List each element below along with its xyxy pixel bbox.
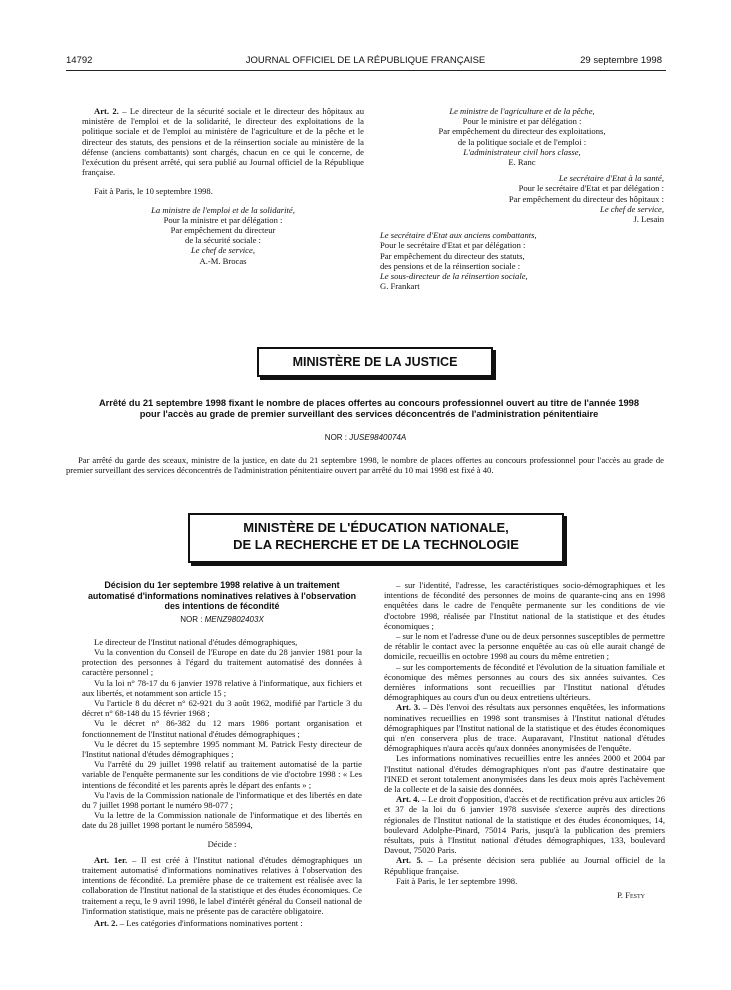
art5-paragraph bbox=[384, 855, 665, 875]
right-signature-line: E. Ranc bbox=[508, 157, 536, 168]
left-signature-line: Par empêchement du directeur bbox=[170, 225, 276, 236]
art3-label: Art. 3. bbox=[396, 702, 421, 713]
art5-label: Art. 5. bbox=[396, 855, 423, 866]
left-signature-line: Le chef de service, bbox=[191, 245, 255, 256]
art4-text: – Le droit d'opposition, d'accès et de rectification prévu aux articles 26 et 37 de la loi du 6 janvier 1978 susvisée s'exerce auprès des directions régionales de l'Institut national de la statistique et des études économiques, 14, boulevard Adolphe-Pinard, 75014 Paris, jusqu'à la publication des premiers résultats, puis à l'Institut national d'études démographiques, 133, boulevard Davout, 75020 Paris. bbox=[384, 794, 666, 856]
header-rule bbox=[66, 70, 666, 71]
visa-paragraph: Le directeur de l'Institut national d'études démographiques, bbox=[94, 636, 298, 647]
art2-categories-text: – Les catégories d'informations nominatives portent : bbox=[117, 917, 303, 928]
art2-text: – Le directeur de la sécurité sociale et le directeur des hôpitaux au ministère de l'emploi et de la solidarité, le directeur des exploitations de la politique sociale et de l'emploi au ministère de l'agriculture et de la pêche et le directeur des statuts, des pensions et de la réinsertion sociale au ministère de la défense (anciens combattants) sont chargés, chacun en ce qui le concerne, de l'exécution du présent arrêté, qui sera publié au Journal officiel de la République française. bbox=[82, 106, 364, 178]
right-signature-line: Pour le secrétaire d'Etat et par délégation : bbox=[518, 183, 664, 194]
page-number: 14792 bbox=[66, 55, 93, 66]
education-right-column bbox=[384, 580, 665, 900]
visa-paragraph: Vu l'arrêté du 29 juillet 1998 relatif au traitement automatisé de la partie variable de l'enquête permanente sur les conditions de vie d'octobre 1998 : « Les intentions de fécondité et les parents après le départ des enfants » ; bbox=[82, 759, 362, 790]
left-signature-line: La ministre de l'emploi et de la solidarité, bbox=[151, 204, 295, 215]
art1-label: Art. 1er. bbox=[94, 854, 128, 865]
education-left-column bbox=[82, 580, 362, 928]
art1-text: – Il est créé à l'Institut national d'études démographiques un traitement automatisé d'informations nominatives relatives à l'observation des intentions de fécondité. La première phase de ce traitement est réalisée avec la collaboration de l'Institut national de la statistique et des études économiques. Ce traitement a reçu, le 9 avril 1998, le label d'intérêt général du Conseil national de l'information statistique, mais ne présente pas de caractère obligatoire. bbox=[82, 854, 363, 916]
art2-categories-label: Art. 2. bbox=[94, 917, 118, 928]
right-signature-line: G. Frankart bbox=[380, 281, 420, 292]
visa-paragraph: Vu le décret du 15 septembre 1995 nommant M. Patrick Festy directeur de l'Institut national d'études démographiques ; bbox=[82, 738, 362, 759]
journal-title: JOURNAL OFFICIEL DE LA RÉPUBLIQUE FRANÇAISE bbox=[245, 55, 486, 66]
justice-nor: NOR : JUSE9840074A bbox=[324, 433, 407, 442]
right-signature-line: Pour le secrétaire d'Etat et par délégation : bbox=[380, 240, 526, 251]
education-signature: P. Festy bbox=[617, 890, 645, 901]
right-signature-line: Le secrétaire d'Etat aux anciens combattants, bbox=[380, 230, 537, 241]
justice-arrete-title: Arrêté du 21 septembre 1998 fixant le nombre de places offertes au concours professionnel ouvert au titre de l'année 1998 pour l'accès au grade de premier surveillant des services déconcentrés de l'administration pénitentiaire bbox=[98, 398, 640, 419]
left-signature-line: Pour la ministre et par délégation : bbox=[163, 214, 283, 225]
ministry-education-line1: MINISTÈRE DE L'ÉDUCATION NATIONALE, bbox=[243, 520, 509, 535]
done-at: Fait à Paris, le 10 septembre 1998. bbox=[94, 186, 213, 197]
top-right-column bbox=[380, 106, 664, 291]
right-signature-line: Par empêchement du directeur des statuts, bbox=[380, 250, 525, 261]
education-nor: NOR : MENZ9802403X bbox=[180, 614, 264, 624]
right-signature-line: L'administrateur civil hors classe, bbox=[463, 146, 581, 157]
category-bullet: – sur les comportements de fécondité et l'évolution de la situation familiale et économique des mêmes personnes au cours des six années suivantes. Ces dernières informations sont recueillies par l'Institut national d'études démographiques au cours d'un ou deux entretiens ultérieurs. bbox=[384, 661, 665, 703]
category-bullet: – sur le nom et l'adresse d'une ou de deux personnes susceptibles de permettre de rétablir le contact avec la personne enquêtée au cas où elle aurait changé de domicile, recueillis en octobre 1998 au cours du même entretien ; bbox=[384, 631, 665, 662]
right-signature-block bbox=[380, 106, 664, 291]
right-signature-line: Le sous-directeur de la réinsertion sociale, bbox=[380, 271, 528, 282]
right-signature-line: J. Lesain bbox=[633, 214, 664, 225]
education-done-at: Fait à Paris, le 1er septembre 1998. bbox=[396, 875, 518, 886]
left-signature-line: A.-M. Brocas bbox=[199, 255, 247, 266]
right-signature-line: Par empêchement du directeur des exploitations, bbox=[438, 126, 606, 137]
top-left-column bbox=[82, 106, 364, 266]
visas-list bbox=[82, 637, 362, 831]
art1-paragraph bbox=[82, 855, 362, 916]
right-signature-line: de la politique sociale et de l'emploi : bbox=[457, 136, 587, 147]
issue-date: 29 septembre 1998 bbox=[580, 55, 662, 66]
art2-paragraph bbox=[82, 106, 364, 177]
visa-paragraph: Vu la lettre de la Commission nationale de l'informatique et des libertés en date du 28 juillet 1998 portant le numéro 585994, bbox=[82, 810, 362, 831]
visa-paragraph: Vu la convention du Conseil de l'Europe en date du 28 janvier 1981 pour la protection des personnes à l'égard du traitement automatisé des données à caractère personnel ; bbox=[82, 646, 362, 678]
visa-paragraph: Vu le décret n° 86-382 du 12 mars 1986 portant organisation et fonctionnement de l'Institut national d'études démographiques ; bbox=[82, 718, 362, 739]
right-signature-line: Le secrétaire d'Etat à la santé, bbox=[558, 173, 664, 184]
visa-paragraph: Vu l'avis de la Commission nationale de l'informatique et des libertés en date du 7 juillet 1998 portant le numéro 98-077 ; bbox=[82, 789, 362, 810]
justice-body: Par arrêté du garde des sceaux, ministre de la justice, en date du 21 septembre 1998, le nombre de places offertes au concours professionnel pour l'accès au grade de premier surveillant des services déconcentrés de l'administration pénitentiaire ouvert par arrêté du 10 mai 1998 est fixé à 40. bbox=[66, 455, 664, 476]
art4-paragraph bbox=[384, 794, 665, 855]
visa-paragraph: Vu l'article 8 du décret n° 62-921 du 3 août 1962, modifié par l'article 3 du décret n° 68-148 du 15 février 1968 ; bbox=[82, 697, 362, 719]
ministry-justice-box: MINISTÈRE DE LA JUSTICE bbox=[257, 347, 493, 377]
art3-paragraph bbox=[384, 702, 665, 753]
visa-paragraph: Vu la loi n° 78-17 du 6 janvier 1978 relative à l'informatique, aux fichiers et aux libertés, et notamment son article 15 ; bbox=[82, 677, 362, 698]
category-bullet: – sur l'identité, l'adresse, les caractéristiques socio-démographiques et les intentions de fécondité des personnes de moins de quarante-cinq ans en 1998 enquêtées dans le cadre de l'enquête permanente sur les conditions de vie d'octobre 1998, réalisée par l'Institut national de la statistique et des études économiques ; bbox=[384, 580, 665, 631]
left-signature-block bbox=[82, 205, 364, 266]
art5-text: – La présente décision sera publiée au Journal officiel de la République française. bbox=[384, 855, 666, 876]
art3-paragraph-2: Les informations nominatives recueillies entre les années 2000 et 2004 par l'Institut national d'études démographiques n'ont pas d'autre destinataire que l'INED et seront totalement anonymisées dans les deux mois après l'achèvement de la collecte et de la saisie des données. bbox=[384, 753, 665, 795]
right-signature-line: Le chef de service, bbox=[600, 203, 664, 214]
art2-categories-paragraph bbox=[82, 918, 362, 928]
decision-title: Décision du 1er septembre 1998 relative à un traitement automatisé d'informations nominatives relatives à l'observation des intentions de fécondité bbox=[87, 580, 357, 611]
art4-label: Art. 4. bbox=[396, 794, 420, 805]
ministry-education-box bbox=[188, 513, 564, 563]
ministry-education-line2: DE LA RECHERCHE ET DE LA TECHNOLOGIE bbox=[233, 537, 519, 552]
right-signature-line: des pensions et de la réinsertion sociale : bbox=[380, 260, 521, 271]
left-signature-line: de la sécurité sociale : bbox=[185, 235, 261, 246]
right-signature-line: Par empêchement du directeur des hôpitaux : bbox=[508, 193, 664, 204]
categories-bullets bbox=[384, 580, 665, 702]
art2-label: Art. 2. bbox=[94, 106, 119, 116]
right-signature-line: Le ministre de l'agriculture et de la pêche, bbox=[449, 106, 595, 116]
right-signature-line: Pour le ministre et par délégation : bbox=[462, 116, 582, 127]
art3-text: – Dès l'envoi des résultats aux personnes enquêtées, les informations nominatives recueillies en 1998 sont transmises à l'Institut national d'études démographiques par l'Institut national de la statistique et des études économiques qui n'en conservera plus de trace. Auparavant, l'Institut national d'études démographiques n'aura accès qu'aux données anonymisées de l'enquête. bbox=[384, 702, 665, 754]
decide-label: Décide : bbox=[207, 838, 237, 849]
